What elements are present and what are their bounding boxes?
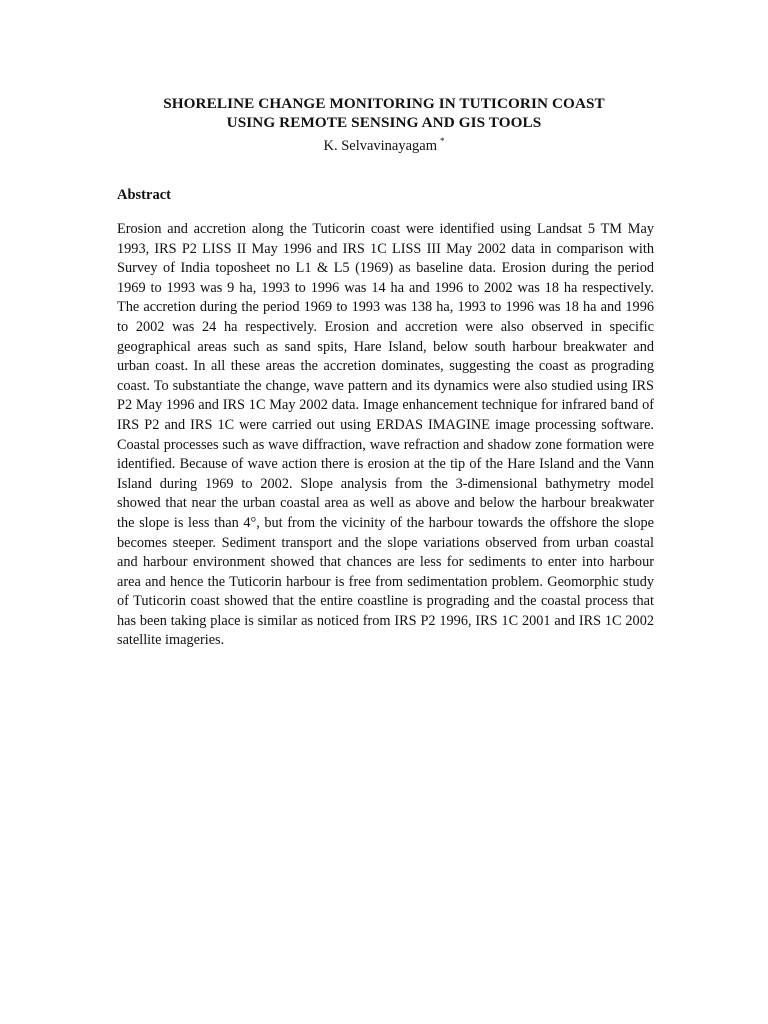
author-footnote-mark: * (440, 136, 445, 146)
author-line (0, 132, 768, 156)
abstract-body: Erosion and accretion along the Tuticorin coast were identified using Landsat 5 TM May 1993, IRS P2 LISS II May 1996 and IRS 1C LISS III May 2002 data in comparison with Survey of India toposheet no L1 & L5 (1969) as baseline data. Erosion during the period 1969 to 1993 was 9 ha, 1993 to 1996 was 14 ha and 1996 to 2002 was 18 ha respectively. The accretion during the period 1969 to 1993 was 138 ha, 1993 to 1996 was 18 ha and 1996 to 2002 was 24 ha respectively. Erosion and accretion were also observed in specific geographical areas such as sand spits, Hare Island, below south harbour breakwater and urban coast. In all these areas the accretion dominates, suggesting the coast as prograding coast. To substantiate the change, wave pattern and its dynamics were also studied using IRS P2 May 1996 and IRS 1C May 2002 data. Image enhancement technique for infrared band of IRS P2 and IRS 1C were carried out using ERDAS IMAGINE image processing software. Coastal processes such as wave diffraction, wave refraction and shadow zone formation were identified. Because of wave action there is erosion at the tip of the Hare Island and the Vann Island during 1969 to 2002. Slope analysis from the 3-dimensional bathymetry model showed that near the urban coastal area as well as above and below the harbour breakwater the slope is less than 4°, but from the vicinity of the harbour towards the offshore the slope becomes steeper. Sediment transport and the slope variations observed from urban coastal and harbour environment showed that chances are less for sediments to enter into harbour area and hence the Tuticorin harbour is free from sedimentation problem. Geomorphic study of Tuticorin coast showed that the entire coastline is prograding and the coastal process that has been taking place is similar as noticed from IRS P2 1996, IRS 1C 2001 and IRS 1C 2002 satellite imageries. (117, 221, 654, 649)
author-name: K. Selvavinayagam (323, 138, 438, 154)
paper-title-line-2: USING REMOTE SENSING AND GIS TOOLS (226, 114, 542, 131)
paper-title-line-1: SHORELINE CHANGE MONITORING IN TUTICORIN COAST (163, 95, 605, 112)
abstract-heading: Abstract (117, 187, 171, 203)
title-block (0, 94, 768, 156)
